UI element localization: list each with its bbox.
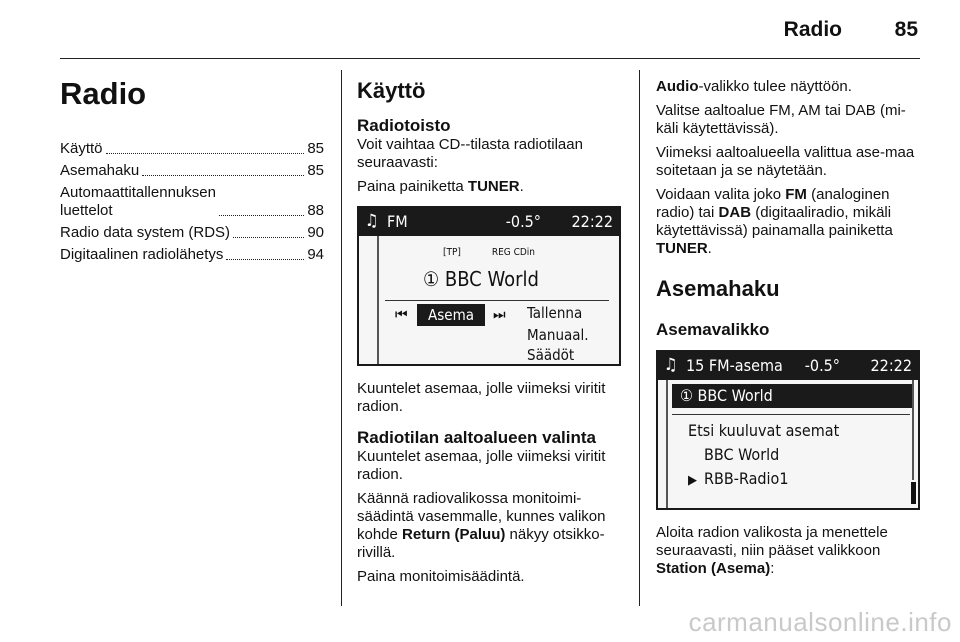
toc-entry-page: 88 [307,202,324,219]
toc-entry-page: 85 [307,140,324,157]
toc-leader-dots [219,215,304,216]
band-label: FM [387,212,408,231]
list-item-station: RBB-Radio1 [704,469,789,488]
subsection-title-radiotoisto: Radiotoisto [357,116,451,135]
section-title-asemahaku: Asemahaku [656,276,780,301]
skip-next-icon: ⏭ [493,307,506,323]
table-of-contents [60,140,324,264]
tuner-keyword: TUNER [467,178,520,195]
header-page-number: 85 [894,18,918,41]
text: näkyy otsikko-rivillä. [357,526,605,561]
play-icon: ▶ [688,473,697,488]
subsection-title-aaltoalue: Radiotilan aaltoalueen valinta [357,428,597,447]
text: . [519,178,524,195]
paragraph: Viimeksi aaltoalueella valittua ase-maa soitetaan ja se näytetään. [656,144,915,179]
toc-entry-page: 94 [307,246,324,263]
tp-flag: [TP] [443,247,461,258]
paragraph [357,490,623,562]
page-header [0,0,960,60]
display-divider [385,300,609,301]
column-divider [341,70,342,606]
text: Käännä radiovalikossa monitoimi-säädintä vasemmalle, kunnes valikon kohde [357,490,606,543]
menu-item-saadot: Säädöt [527,346,575,364]
toc-leader-dots [233,237,304,238]
content-column-2 [357,72,623,592]
content-column-3 [656,72,924,584]
column-divider [639,70,640,606]
paragraph: Valitse aaltoalue FM, AM tai DAB (mi-käli käytettävissä). [656,102,906,137]
toc-entry-title: Digitaalinen radiolähetys [60,246,224,263]
paragraph [656,78,924,96]
toc-entry[interactable] [60,162,324,180]
toc-leader-dots [106,153,305,154]
text: . [707,240,712,257]
tilt-readout: -0.5° [505,212,541,231]
list-item-search: Etsi kuuluvat asemat [688,421,840,440]
paragraph [656,524,924,578]
return-keyword: Return (Paluu) [402,526,506,543]
toc-entry-page: 90 [307,224,324,241]
toc-leader-dots [142,175,304,176]
header-rule [60,58,920,59]
music-note-icon: ♫ [365,211,379,231]
text: (digitaaliradio, mikäli käytettävissä) painamalla painiketta [656,204,893,239]
toc-entry-title: Radio data system (RDS) [60,224,231,241]
toc-column [60,72,324,268]
chapter-title: Radio [60,76,147,111]
toc-entry-page: 85 [307,162,324,179]
subsection-title-asemavalikko: Asemavalikko [656,320,770,339]
station-keyword: Station (Asema) [656,560,771,577]
selected-station-row: ① BBC World [672,384,912,408]
text: -valikko tulee näyttöön. [698,78,852,95]
header-section-title: Radio [783,18,842,41]
clock-readout: 22:22 [571,212,613,231]
toc-entry[interactable] [60,140,324,158]
reg-cdin-flag: REG CDin [491,247,535,258]
status-flags [443,244,535,262]
text: : [770,560,775,577]
toc-entry[interactable] [60,224,324,242]
tilt-readout: -0.5° [804,356,840,375]
toc-entry-title: Asemahaku [60,162,140,179]
display-top-bar [658,352,918,380]
audio-keyword: Audio [656,78,699,95]
toc-entry[interactable] [60,184,324,220]
display-divider [672,414,910,415]
paragraph [656,186,924,258]
toc-leader-dots [226,259,304,260]
menu-item-tallenna: Tallenna [527,304,583,322]
music-note-icon: ♫ [664,355,678,375]
fm-keyword: FM [785,186,807,203]
paragraph: Voit vaihtaa CD--tilasta radiotilaan seuraavasti: [357,136,583,171]
toc-entry-title: Käyttö [60,140,103,157]
station-list-title: 15 FM-asema [686,356,783,375]
dab-keyword: DAB [718,204,752,221]
text: Paina painiketta [357,178,468,195]
list-item-station: BBC World [704,445,780,464]
asema-button: Asema [417,304,485,326]
text: Aloita radion valikosta ja menettele seuraavasti, niin pääset valikkoon [656,524,888,559]
skip-previous-icon: ⏮ [395,307,408,323]
paragraph [357,178,623,196]
toc-entry-title: Automaattitallennuksen luettelot [60,184,216,219]
display-top-bar [359,208,619,236]
section-title-kaytto: Käyttö [357,78,426,103]
display-left-rule [666,380,668,508]
menu-item-manuaal: Manuaal. [527,326,589,344]
tuner-keyword: TUNER [656,240,708,257]
text: (analoginen radio) tai [656,186,890,221]
current-station: ① BBC World [423,267,539,291]
scrollbar-thumb [911,482,916,504]
station-list-screenshot [656,350,920,510]
clock-readout: 22:22 [870,356,912,375]
watermark: carmanualsonline.info [688,607,952,637]
paragraph: Paina monitoimisäädintä. [357,568,525,585]
toc-entry[interactable] [60,246,324,264]
radio-display-screenshot [357,206,621,366]
text: Voidaan valita joko [656,186,786,203]
paragraph: Kuuntelet asemaa, jolle viimeksi viritit radion. [357,380,606,415]
paragraph: Kuuntelet asemaa, jolle viimeksi viritit radion. [357,448,606,483]
display-right-rule [912,380,914,480]
display-left-rule [377,236,379,364]
